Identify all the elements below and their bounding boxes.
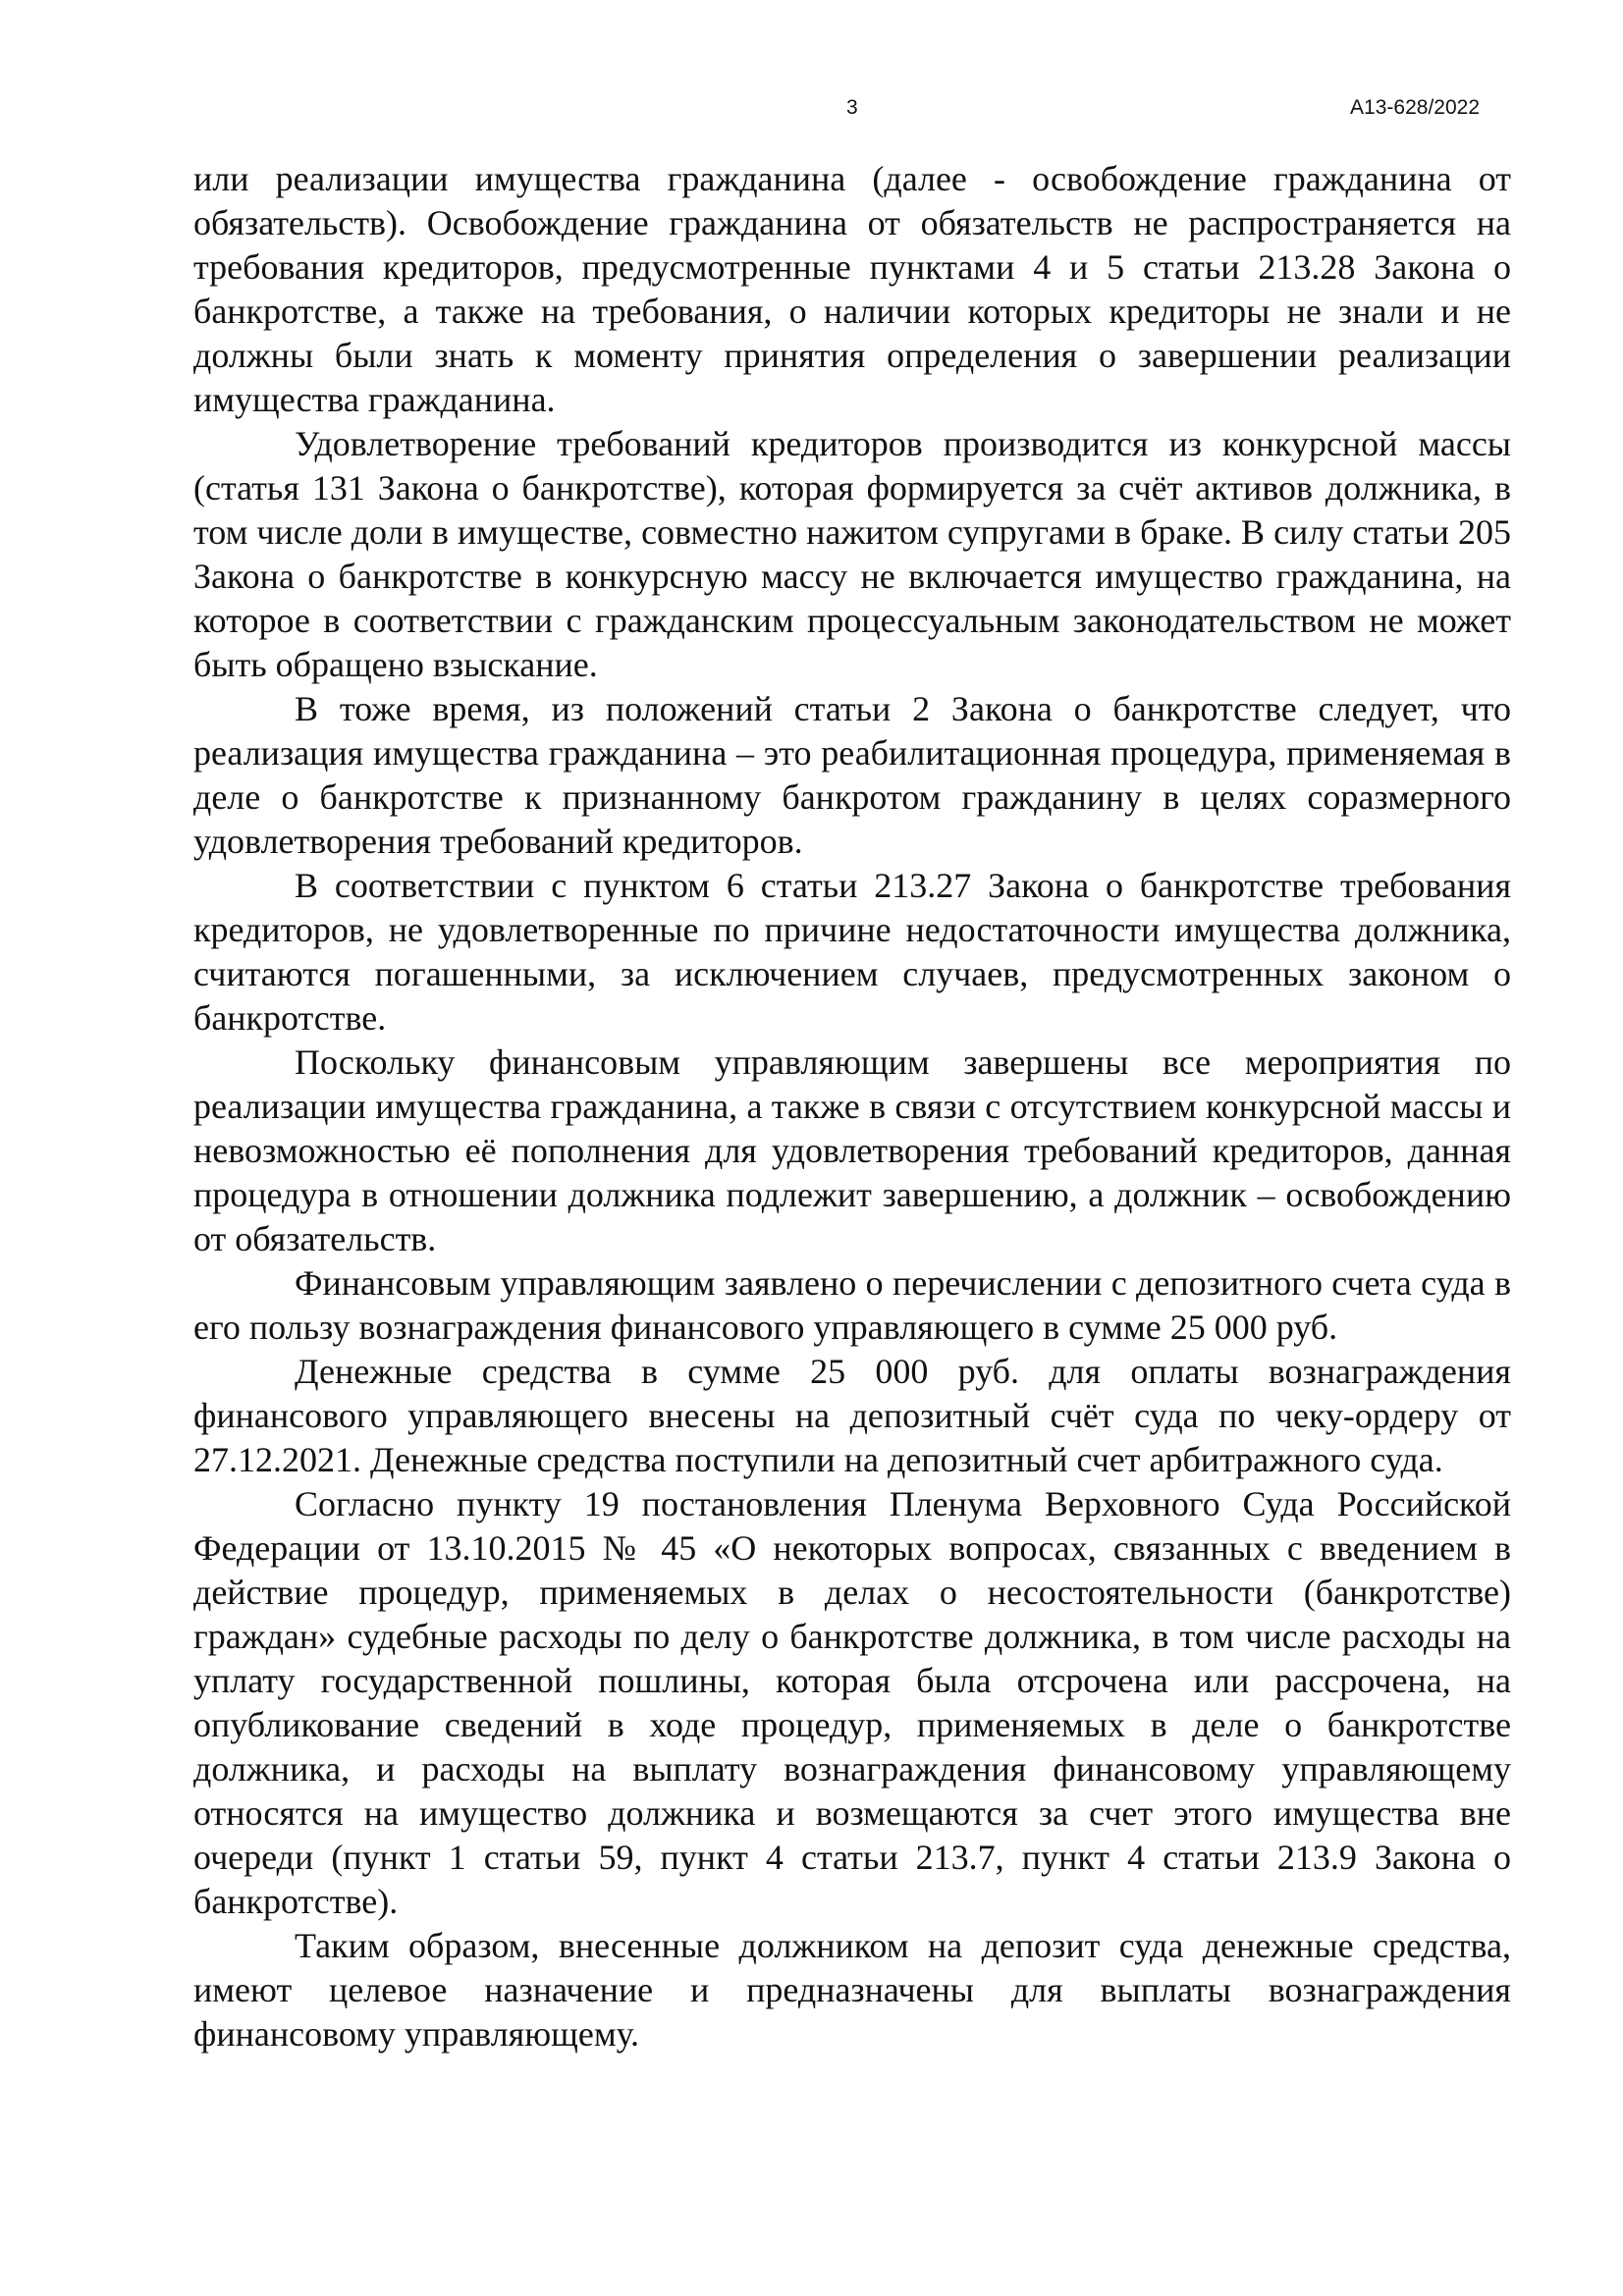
paragraph: Удовлетворение требований кредиторов производится из конкурсной массы (статья 131 Закона о банкротстве), которая формируется за счёт активов должника, в том числе доли в имуществе, совместно нажитом супругами в браке. В силу статьи 205 Закона о банкротстве в конкурсную массу не включается имущество гражданина, на которое в соответствии с гражданским процессуальным законодательством не может быть обращено взыскание.: [193, 424, 1511, 684]
paragraph: Таким образом, внесенные должником на депозит суда денежные средства, имеют целевое назначение и предназначены для выплаты вознаграждения финансовому управляющему.: [193, 1926, 1511, 2054]
paragraph: Денежные средства в сумме 25 000 руб. для оплаты вознаграждения финансового управляющего внесены на депозитный счёт суда по чеку-ордеру от 27.12.2021. Денежные средства поступили на депозитный счет арбитражного суда.: [193, 1352, 1511, 1479]
case-number: А13-628/2022: [1350, 96, 1480, 119]
paragraph: Финансовым управляющим заявлено о перечислении с депозитного счета суда в его пользу вознаграждения финансового управляющего в сумме 25 000 руб.: [193, 1263, 1511, 1347]
paragraph: Поскольку финансовым управляющим завершены все мероприятия по реализации имущества гражданина, а также в связи с отсутствием конкурсной массы и невозможностью её пополнения для удовлетворения требований кредиторов, данная процедура в отношении должника подлежит завершению, а должник – освобождению от обязательств.: [193, 1042, 1511, 1258]
paragraph: В тоже время, из положений статьи 2 Закона о банкротстве следует, что реализация имущества гражданина – это реабилитационная процедура, применяемая в деле о банкротстве к признанному банкротом гражданину в целях соразмерного удовлетворения требований кредиторов.: [193, 689, 1511, 861]
paragraph-continued: или реализации имущества гражданина (далее - освобождение гражданина от обязательств). Освобождение гражданина от обязательств не распространяется на требования кредиторов, предусмотренные пунктами 4 и 5 статьи 213.28 Закона о банкротстве, а также на требования, о наличии которых кредиторы не знали и не должны были знать к моменту принятия определения о завершении реализации имущества гражданина.: [193, 159, 1511, 419]
document-body: [193, 157, 1511, 2056]
paragraph: В соответствии с пунктом 6 статьи 213.27 Закона о банкротстве требования кредиторов, не удовлетворенные по причине недостаточности имущества должника, считаются погашенными, за исключением случаев, предусмотренных законом о банкротстве.: [193, 866, 1511, 1038]
page-number: 3: [846, 96, 858, 119]
paragraph: Согласно пункту 19 постановления Пленума Верховного Суда Российской Федерации от 13.10.2015 № 45 «О некоторых вопросах, связанных с введением в действие процедур, применяемых в делах о несостоятельности (банкротстве) граждан» судебные расходы по делу о банкротстве должника, в том числе расходы на уплату государственной пошлины, которая была отсрочена или рассрочена, на опубликование сведений в ходе процедур, применяемых в деле о банкротстве должника, и расходы на выплату вознаграждения финансовому управляющему относятся на имущество должника и возмещаются за счет этого имущества вне очереди (пункт 1 статьи 59, пункт 4 статьи 213.7, пункт 4 статьи 213.9 Закона о банкротстве).: [193, 1484, 1511, 1921]
